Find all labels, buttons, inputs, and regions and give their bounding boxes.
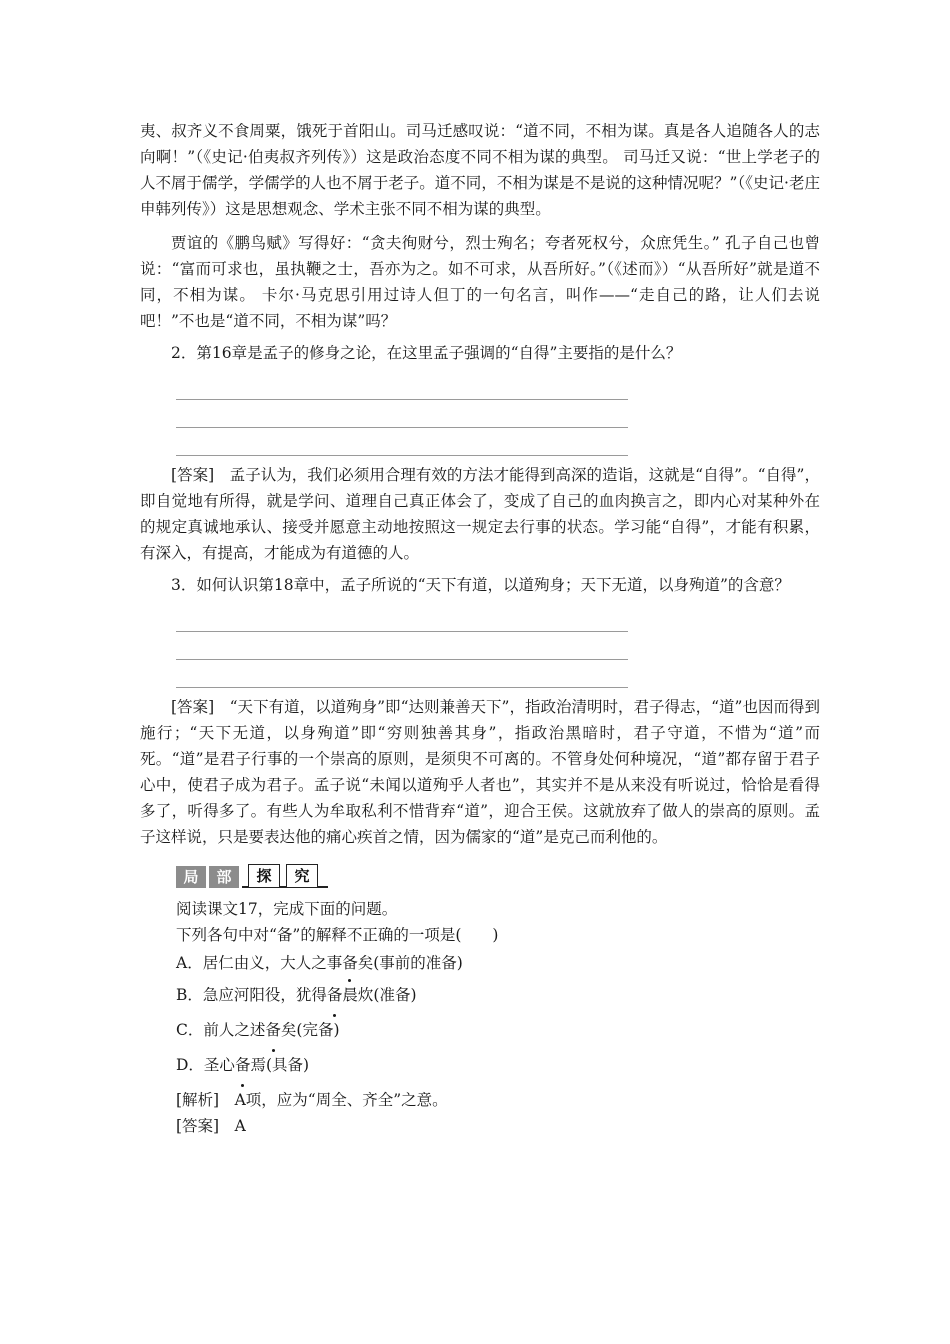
- exercise-question: 下列各句中对“备”的解释不正确的一项是( ): [176, 926, 499, 944]
- answer-label: [答案]: [176, 1117, 220, 1135]
- document-page: [140, 118, 820, 1139]
- section-label-char: 部: [209, 866, 239, 888]
- section-label-char: 究: [286, 864, 318, 888]
- section-label-char: 局: [176, 866, 206, 888]
- option-text: D．圣心: [176, 1056, 235, 1074]
- analysis-label: [解析]: [176, 1091, 220, 1109]
- option-a[interactable]: [176, 948, 820, 978]
- option-text: 焉(具备): [250, 1056, 310, 1074]
- exercise-analysis: [176, 1087, 820, 1113]
- option-text: A．居仁由义，大人之事: [176, 954, 343, 972]
- answer-q3: [140, 694, 820, 850]
- analysis-text: A项，应为“周全、齐全”之意。: [234, 1091, 448, 1109]
- answer-line[interactable]: [176, 660, 628, 688]
- answer-text: A: [234, 1117, 246, 1135]
- answer-text: “天下有道，以道殉身”即“达则兼善天下”，指政治清明时，君子得志，“道”也因而得到施行；“天下无道，以身殉道”即“穷则独善其身”，指政治黑暗时，君子守道，不惜为“道”而死。“道”是君子行事的一个崇高的原则，是须臾不可离的。不管身处何种境况，“道”都存留于君子心中，使君子成为君子。孟子说“未闻以道殉乎人者也”，其实并不是从来没有听说过，恰恰是看得多了，听得多了。有些人为牟取私利不惜背弃“道”，迎合王侯。这就放弃了做人的崇高的原则。孟子这样说，只是要表达他的痛心疾首之情，因为儒家的“道”是克己而利他的。: [140, 698, 820, 846]
- exercise-intro: 阅读课文17，完成下面的问题。: [176, 900, 398, 918]
- answer-label: [答案]: [171, 466, 215, 484]
- exercise-answer: [176, 1113, 820, 1139]
- section-header-local-exploration: [176, 860, 820, 888]
- emphasis-dot-char: 备: [235, 1048, 251, 1083]
- question-2: 2．第16章是孟子的修身之论，在这里孟子强调的“自得”主要指的是什么？: [171, 344, 682, 362]
- option-text: C．前人之述: [176, 1021, 266, 1039]
- answer-lines-q2[interactable]: [176, 372, 820, 456]
- answer-text: 孟子认为，我们必须用合理有效的方法才能得到高深的造诣，这就是“自得”。“自得”，即自觉地有所得，就是学问、道理自己真正体会了，变成了自己的血肉换言之，即内心对某种外在的规定真诚地承认、接受并愿意主动地按照这一规定去行事的状态。学习能“自得”，才能有积累，有深入，有提高，才能成为有道德的人。: [140, 466, 820, 562]
- answer-q2: [140, 462, 820, 566]
- question-3: 3．如何认识第18章中，孟子所说的“天下有道，以道殉身；天下无道，以身殉道”的含意？: [171, 576, 790, 594]
- answer-line[interactable]: [176, 372, 628, 400]
- answer-line[interactable]: [176, 400, 628, 428]
- answer-line[interactable]: [176, 632, 628, 660]
- option-c[interactable]: [176, 1013, 820, 1048]
- paragraph-1: 夷、叔齐义不食周粟，饿死于首阳山。司马迁感叹说：“道不同，不相为谋。真是各人追随各人的志向啊！”（《史记·伯夷叔齐列传》）这是政治态度不同不相为谋的典型。 司马迁又说：“世上学老子的人不屑于儒学，学儒学的人也不屑于老子。道不同，不相为谋是不是说的这种情况呢？”（《史记·老庄申韩列传》）这是思想观念、学术主张不同不相为谋的典型。: [140, 122, 820, 218]
- paragraph-2: 贾谊的《鹏鸟赋》写得好：“贪夫徇财兮，烈士殉名；夸者死权兮，众庶凭生。” 孔子自己也曾说：“富而可求也，虽执鞭之士，吾亦为之。如不可求，从吾所好。”（《述而》）“从吾所好”就是道不同，不相为谋。 卡尔·马克思引用过诗人但丁的一句名言，叫作——“走自己的路，让人们去说吧！”不也是“道不同，不相为谋”吗？: [140, 234, 820, 330]
- section-header-rule: [318, 874, 328, 888]
- emphasis-dot-char: 备: [342, 948, 358, 978]
- option-text: 矣(完备): [280, 1021, 340, 1039]
- section-label-char: 探: [248, 864, 280, 888]
- emphasis-dot-char: 备: [327, 978, 343, 1013]
- answer-label: [答案]: [171, 698, 215, 716]
- option-text: 晨炊(准备): [342, 986, 417, 1004]
- emphasis-dot-char: 备: [265, 1013, 281, 1048]
- answer-lines-q3[interactable]: [176, 604, 820, 688]
- option-text: B．急应河阳役，犹得: [176, 986, 327, 1004]
- option-text: 矣(事前的准备): [357, 954, 463, 972]
- option-d[interactable]: [176, 1048, 820, 1083]
- option-b[interactable]: [176, 978, 820, 1013]
- answer-line[interactable]: [176, 428, 628, 456]
- answer-line[interactable]: [176, 604, 628, 632]
